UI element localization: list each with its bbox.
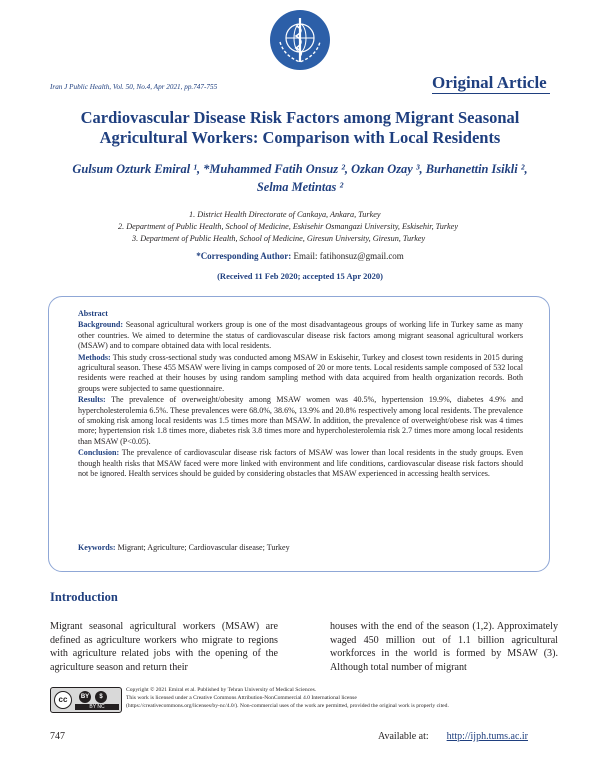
article-type-label: Original Article <box>432 73 547 92</box>
available-at <box>378 731 528 742</box>
corresponding-email: Email: fatihonsuz@gmail.com <box>291 251 404 261</box>
author-line: Selma Metintas ² <box>256 180 344 194</box>
journal-reference: Iran J Public Health, Vol. 50, No.4, Apr 2021, pp.747-755 <box>50 83 218 91</box>
abstract-methods <box>78 353 523 395</box>
article-title <box>50 108 550 148</box>
keywords-text: Migrant; Agriculture; Cardiovascular disease; Turkey <box>115 543 290 552</box>
introduction-heading: Introduction <box>50 590 118 604</box>
cc-icon: cc <box>54 691 72 709</box>
license-line: This work is licensed under a Creative Commons Attribution-NonCommercial 4.0 International license <box>126 694 357 701</box>
conclusion-text: The prevalence of cardiovascular disease risk factors of MSAW was lower than local residents in the study groups. Even though health risks that MSAW faced were more linked with environment and life conditions, cardiovascular disease risk factors should not be ignored. Health services should be guided by considering obstacles that MSAW experienced in accessing health services. <box>78 448 523 479</box>
nc-icon: $ <box>95 691 107 703</box>
who-emblem-icon <box>268 8 332 72</box>
methods-text: This study cross-sectional study was conducted among MSAW in Eskisehir, Turkey and closest town residents in 2015 during agricultural season. These 455 MSAW were living in camps composed of 20 or more tents. Local residents sample composed of 532 local residents were reached at their houses by using random sampling method with data acquired from health organization records. Both groups were subjected to same questionnaire. <box>78 352 523 393</box>
author-list <box>50 160 550 196</box>
intro-column-left: Migrant seasonal agricultural workers (MSAW) are defined as agriculture workers who migrate to regions with agriculture related jobs with the opening of the agriculture season and return their <box>50 621 278 673</box>
available-label: Available at: <box>378 731 429 742</box>
conclusion-label: Conclusion: <box>78 448 120 458</box>
abstract-conclusion <box>78 448 523 479</box>
results-label: Results: <box>78 395 106 405</box>
intro-column-right: houses with the end of the season (1,2). Approximately waged 450 million out of 1.1 billion agricultural workforces in the world is formed by MSAW (3). Although total number of migrant <box>330 621 558 673</box>
abstract-heading: Abstract <box>78 309 108 318</box>
background-label: Background: <box>78 320 124 330</box>
license-text <box>126 687 551 710</box>
results-text: The prevalence of overweight/obesity among MSAW women was 40.5%, hypertension 19.9%, diabetes 4.9% and hypercholesterolemia 6.5%. These prevalences were 68.0%, 38.6%, 13.9% and 20.8% respectively among local residents. The prevalence of smoking risk among local residents was 1.5 times more than MSAW. In addition, the prevalence of overweight/obese risk was 4 times more; hypertension risk 1.8 times more, diabetes risk 3.8 times more and hypercholesterolemia risk 2.7 times more among local residents than MSAW (P<0.05). <box>78 395 523 446</box>
title-line: Cardiovascular Disease Risk Factors among Migrant Seasonal <box>80 108 520 127</box>
affiliation-3: 3. Department of Public Health, School of Medicine, Giresun University, Giresun, Turkey <box>132 234 426 243</box>
journal-url-link[interactable]: http://ijph.tums.ac.ir <box>446 731 529 742</box>
received-dates: (Received 11 Feb 2020; accepted 15 Apr 2020) <box>217 271 383 281</box>
article-type-rule <box>432 93 550 94</box>
creative-commons-badge <box>50 687 122 713</box>
abstract-results <box>78 395 523 447</box>
keywords <box>78 543 523 552</box>
title-line: Agricultural Workers: Comparison with Local Residents <box>99 128 501 147</box>
by-icon: BY <box>79 691 91 703</box>
abstract-text <box>78 309 523 481</box>
corresponding-author <box>50 251 550 261</box>
cc-strip: BY NC <box>75 704 119 710</box>
affiliation-2: 2. Department of Public Health, School of Medicine, Eskisehir Osmangazi University, Eskisehir, Turkey <box>118 222 458 231</box>
corresponding-label: *Corresponding Author: <box>196 251 292 261</box>
abstract-background <box>78 320 523 351</box>
affiliation-1: 1. District Health Directorate of Cankaya, Ankara, Turkey <box>189 210 381 219</box>
license-line: (https://creativecommons.org/licenses/by-nc/4.0/). Non-commercial uses of the work are permitted, provided the original work is properly cited. <box>126 702 449 709</box>
license-line: Copyright © 2021 Emiral et al. Published by Tehran University of Medical Sciences. <box>126 687 317 693</box>
keywords-label: Keywords: <box>78 543 116 552</box>
methods-label: Methods: <box>78 352 111 362</box>
page-number: 747 <box>50 731 65 742</box>
author-line: Gulsum Ozturk Emiral ¹, *Muhammed Fatih Onsuz ², Ozkan Ozay ³, Burhanettin Isikli ², <box>72 162 528 176</box>
background-text: Seasonal agricultural workers group is one of the most disadvantageous groups of working life in Turkey same as many other countries. We aimed to determine the status of cardiovascular disease risk factors among migrant seasonal agricultural workers (MSAW) and to compare obtained data with local residents. <box>78 320 523 351</box>
